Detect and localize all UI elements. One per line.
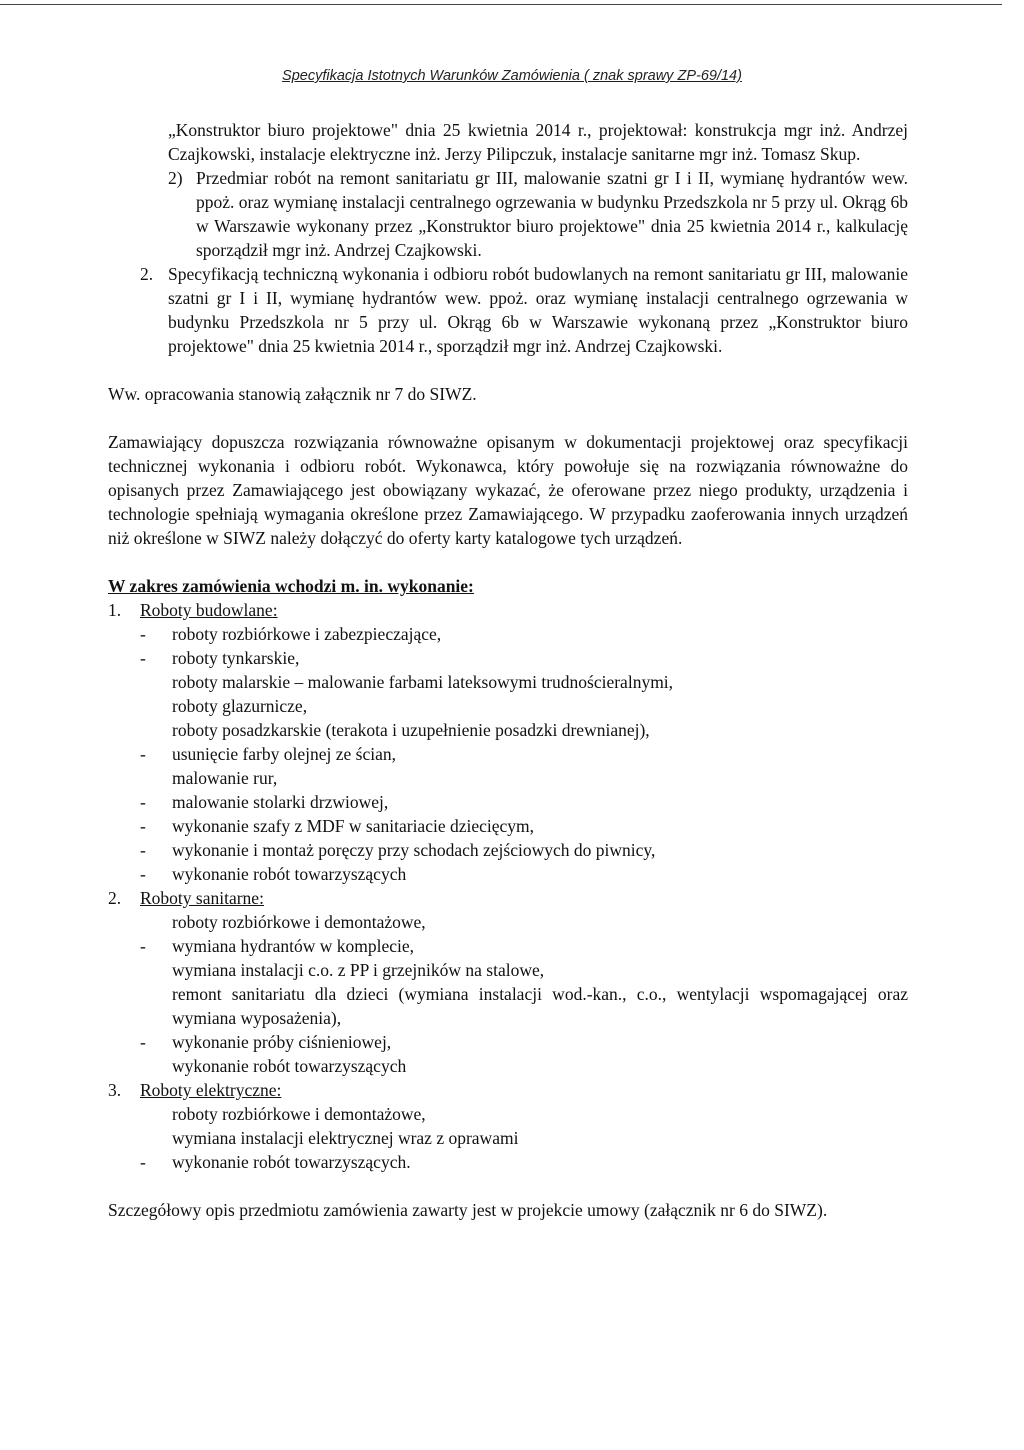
list-item-text: roboty rozbiórkowe i zabezpieczające, (172, 624, 442, 644)
dash-marker: - (140, 1032, 146, 1052)
section-number: 1. (108, 600, 122, 620)
list-item-text: roboty tynkarskie, (172, 648, 300, 668)
list-item (108, 862, 908, 886)
list-item (108, 622, 908, 646)
dash-marker: - (140, 744, 146, 764)
dash-marker: - (140, 864, 146, 884)
list-item-text: remont sanitariatu dla dzieci (wymiana instalacji wod.-kan., c.o., wentylacji wspomagającej oraz wymiana wyposażenia), (172, 984, 908, 1028)
list-item (108, 1126, 908, 1150)
point-2 (140, 262, 908, 358)
scope-sections (108, 598, 908, 1174)
list-item (108, 766, 908, 790)
list-item-text: wykonanie szafy z MDF w sanitariacie dziecięcym, (172, 816, 535, 836)
closing-paragraph: Szczegółowy opis przedmiotu zamówienia zawarty jest w projekcie umowy (załącznik nr 6 do SIWZ). (108, 1200, 828, 1220)
list-item (108, 910, 908, 934)
section-number: 3. (108, 1080, 122, 1100)
dash-marker: - (140, 816, 146, 836)
list-item-text: usunięcie farby olejnej ze ścian, (172, 744, 396, 764)
section-number: 2. (108, 888, 122, 908)
list-item (108, 982, 908, 1030)
scope-section-heading (108, 598, 908, 622)
dash-marker: - (140, 1152, 146, 1172)
intro-paragraph: „Konstruktor biuro projektowe" dnia 25 kwietnia 2014 r., projektował: konstrukcja mgr inż. Andrzej Czajkowski, instalacje elektryczne inż. Jerzy Pilipczuk, instalacje sanitarne mgr inż. Tomasz Skup. (168, 120, 908, 164)
scope-heading: W zakres zamówienia wchodzi m. in. wykonanie: (108, 576, 474, 596)
dash-marker: - (140, 792, 146, 812)
section-title: Roboty sanitarne: (140, 888, 264, 908)
list-item (108, 1150, 908, 1174)
dash-marker: - (140, 936, 146, 956)
list-item-text: malowanie rur, (172, 768, 278, 788)
list-item-text: roboty rozbiórkowe i demontażowe, (172, 1104, 426, 1124)
list-item-text: malowanie stolarki drzwiowej, (172, 792, 389, 812)
dash-marker: - (140, 648, 146, 668)
list-item (108, 958, 908, 982)
list-item-text: wymiana instalacji elektrycznej wraz z oprawami (172, 1128, 519, 1148)
dash-marker (108, 982, 172, 1030)
list-item (108, 790, 908, 814)
section-title: Roboty budowlane: (140, 600, 278, 620)
list-item (108, 934, 908, 958)
dash-marker: - (140, 840, 146, 860)
list-item (108, 718, 908, 742)
list-item-text: Przedmiar robót na remont sanitariatu gr III, malowanie szatni gr I i II, wymianę hydrantów wew. ppoż. oraz wymianę instalacji centralnego ogrzewania w budynku Przedszkola nr 5 przy ul. Okrąg 6b w Warszawie wykonany przez „Konstruktor biuro projektowe" dnia 25 kwietnia 2014 r., kalkulację sporządził mgr inż. Andrzej Czajkowski. (196, 168, 908, 260)
point-text: Specyfikacją techniczną wykonania i odbioru robót budowlanych na remont sanitariatu gr III, malowanie szatni gr I i II, wymianę hydrantów wew. ppoż. oraz wymianę instalacji centralnego ogrzewania w budynku Przedszkola nr 5 przy ul. Okrąg 6b w Warszawie wykonaną przez „Konstruktor biuro projektowe" dnia 25 kwietnia 2014 r., sporządził mgr inż. Andrzej Czajkowski. (168, 264, 908, 356)
dash-marker (108, 910, 172, 934)
equivalence-paragraph: Zamawiający dopuszcza rozwiązania równoważne opisanym w dokumentacji projektowej oraz specyfikacji technicznej wykonania i odbioru robót. Wykonawca, który powołuje się na rozwiązania równoważne do opisanych przez Zamawiającego jest obowiązany wykazać, że oferowane przez niego produkty, urządzenia i technologie spełniają wymagania określone przez Zamawiającego. W przypadku zaoferowania innych urządzeń niż określone w SIWZ należy dołączyć do oferty karty katalogowe tych urządzeń. (108, 432, 908, 548)
section-item-list (108, 910, 908, 1078)
attachment-note: Ww. opracowania stanowią załącznik nr 7 do SIWZ. (108, 384, 477, 404)
list-item (108, 646, 908, 670)
list-item (108, 1102, 908, 1126)
document-body (108, 118, 908, 1222)
list-item-text: wykonanie robót towarzyszących. (172, 1152, 411, 1172)
list-item-text: roboty posadzkarskie (terakota i uzupełnienie posadzki drewnianej), (172, 720, 650, 740)
dash-marker (108, 766, 172, 790)
scope-section-heading (108, 1078, 908, 1102)
dash-marker (108, 718, 172, 742)
list-item (108, 814, 908, 838)
list-item (108, 742, 908, 766)
section-title: Roboty elektryczne: (140, 1080, 282, 1100)
list-item-text: wykonanie robót towarzyszących (172, 864, 407, 884)
list-item (108, 1054, 908, 1078)
dash-marker (108, 958, 172, 982)
dash-marker (108, 1054, 172, 1078)
list-item-2 (168, 166, 908, 262)
section-item-list (108, 622, 908, 886)
list-item-text: roboty rozbiórkowe i demontażowe, (172, 912, 426, 932)
list-item (108, 1030, 908, 1054)
running-header: Specyfikacja Istotnych Warunków Zamówienia ( znak sprawy ZP-69/14) (282, 68, 742, 84)
list-item-text: roboty glazurnicze, (172, 696, 308, 716)
list-item-marker: 2) (168, 168, 183, 188)
point-marker: 2. (140, 264, 154, 284)
dash-marker (108, 670, 172, 694)
scope-section-heading (108, 886, 908, 910)
list-item-text: wymiana hydrantów w komplecie, (172, 936, 415, 956)
list-item (108, 670, 908, 694)
dash-marker (108, 1126, 172, 1150)
section-item-list (108, 1102, 908, 1174)
top-rule (0, 4, 1002, 5)
list-item-text: roboty malarskie – malowanie farbami lateksowymi trudnościeralnymi, (172, 672, 674, 692)
list-item-text: wymiana instalacji c.o. z PP i grzejników na stalowe, (172, 960, 545, 980)
list-item-text: wykonanie próby ciśnieniowej, (172, 1032, 392, 1052)
list-item-text: wykonanie robót towarzyszących (172, 1056, 407, 1076)
list-item-text: wykonanie i montaż poręczy przy schodach zejściowych do piwnicy, (172, 840, 656, 860)
dash-marker (108, 694, 172, 718)
dash-marker: - (140, 624, 146, 644)
list-item (108, 838, 908, 862)
list-item (108, 694, 908, 718)
dash-marker (108, 1102, 172, 1126)
